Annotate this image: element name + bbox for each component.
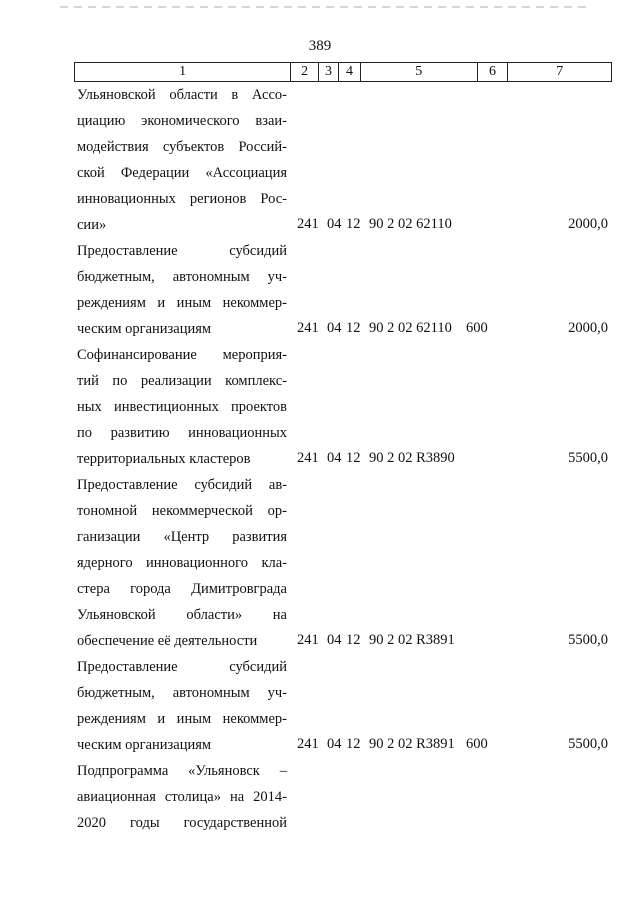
- desc-line: сии»: [77, 217, 107, 233]
- desc-line: ядерного инновационного кла-: [77, 555, 287, 571]
- code-col-5: 90 2 02 R3891: [369, 736, 455, 752]
- code-col-2: 241: [297, 632, 319, 648]
- desc-line: ской Федерации «Ассоциация: [77, 165, 287, 181]
- header-col-7: 7: [556, 64, 564, 79]
- code-col-4: 12: [346, 450, 361, 466]
- code-col-6: 600: [466, 320, 488, 336]
- desc-line: Предоставление субсидий: [77, 243, 287, 259]
- code-col-4: 12: [346, 320, 361, 336]
- code-col-2: 241: [297, 736, 319, 752]
- header-col-4: 4: [339, 63, 361, 81]
- desc-line: тономной некоммерческой ор-: [77, 503, 287, 519]
- desc-line: обеспечение её деятельности: [77, 633, 258, 649]
- row-description: [77, 654, 287, 758]
- row-description: [77, 472, 287, 654]
- code-col-5: 90 2 02 R3890: [369, 450, 455, 466]
- row-description: [77, 342, 287, 472]
- header-col-3: 3: [319, 63, 339, 81]
- desc-line: циацию экономического взаи-: [77, 113, 287, 129]
- code-col-5: 90 2 02 62110: [369, 216, 452, 232]
- amount: 2000,0: [568, 320, 608, 336]
- desc-line: реждениям и иным некоммер-: [77, 711, 287, 727]
- amount: 5500,0: [568, 736, 608, 752]
- code-col-3: 04: [327, 632, 342, 648]
- scan-artifact-line: [60, 6, 590, 8]
- amount: 5500,0: [568, 450, 608, 466]
- code-col-3: 04: [327, 736, 342, 752]
- header-col-6: 6: [478, 63, 509, 81]
- code-col-3: 04: [327, 320, 342, 336]
- desc-line: бюджетным, автономным уч-: [77, 269, 287, 285]
- code-col-2: 241: [297, 216, 319, 232]
- header-col-1: 1: [75, 63, 291, 81]
- desc-line: Подпрограмма «Ульяновск –: [77, 763, 287, 779]
- desc-line: Ульяновской области в Ассо-: [77, 87, 287, 103]
- desc-line: ных инвестиционных проектов: [77, 399, 287, 415]
- code-col-2: 241: [297, 450, 319, 466]
- table-header: [74, 62, 612, 82]
- desc-line: авиационная столица» на 2014-: [77, 789, 287, 805]
- row-description: [77, 758, 287, 836]
- desc-line: Ульяновской области» на: [77, 607, 287, 623]
- code-col-4: 12: [346, 632, 361, 648]
- desc-line: реждениям и иным некоммер-: [77, 295, 287, 311]
- page-number: 389: [308, 38, 332, 54]
- desc-line: территориальных кластеров: [77, 451, 251, 467]
- desc-line: модействия субъектов Россий-: [77, 139, 287, 155]
- code-col-3: 04: [327, 450, 342, 466]
- desc-line: инновационных регионов Рос-: [77, 191, 287, 207]
- desc-line: ческим организациям: [77, 737, 212, 753]
- amount: 5500,0: [568, 632, 608, 648]
- amount: 2000,0: [568, 216, 608, 232]
- desc-line: Софинансирование мероприя-: [77, 347, 287, 363]
- desc-line: по развитию инновационных: [77, 425, 287, 441]
- code-col-6: 600: [466, 736, 488, 752]
- code-col-3: 04: [327, 216, 342, 232]
- desc-line: стера города Димитровграда: [77, 581, 287, 597]
- code-col-5: 90 2 02 62110: [369, 320, 452, 336]
- code-col-4: 12: [346, 736, 361, 752]
- code-col-5: 90 2 02 R3891: [369, 632, 455, 648]
- row-description: [77, 238, 287, 342]
- desc-line: Предоставление субсидий ав-: [77, 477, 287, 493]
- desc-line: Предоставление субсидий: [77, 659, 287, 675]
- desc-line: бюджетным, автономным уч-: [77, 685, 287, 701]
- desc-line: тий по реализации комплекс-: [77, 373, 287, 389]
- desc-line: ганизации «Центр развития: [77, 529, 287, 545]
- code-col-4: 12: [346, 216, 361, 232]
- desc-line: 2020 годы государственной: [77, 815, 287, 831]
- header-col-5: 5: [361, 63, 478, 81]
- code-col-2: 241: [297, 320, 319, 336]
- header-col-2: 2: [291, 63, 319, 81]
- desc-line: ческим организациям: [77, 321, 212, 337]
- row-description: [77, 82, 287, 238]
